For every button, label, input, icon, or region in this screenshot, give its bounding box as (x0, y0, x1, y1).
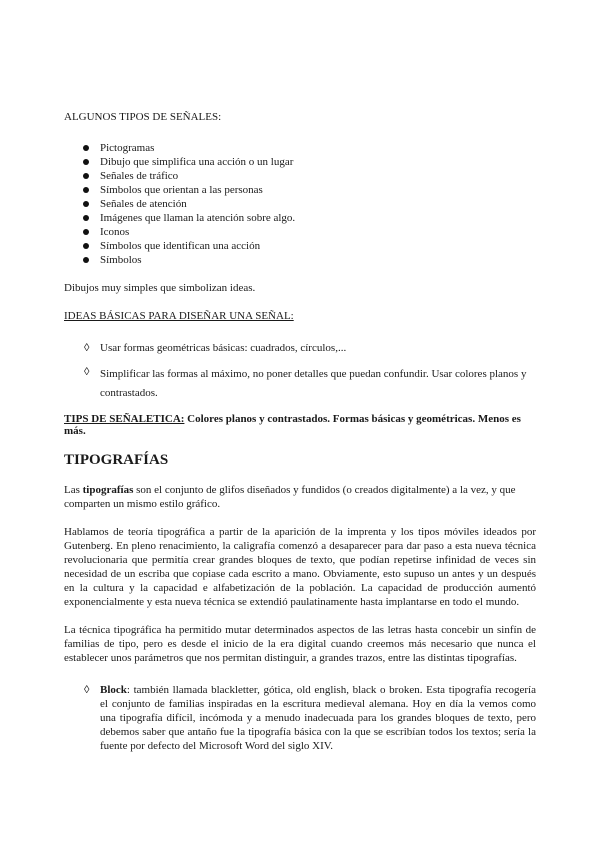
bullet-icon (83, 215, 89, 221)
bullet-icon (83, 201, 89, 207)
typography-term: tipografías (82, 484, 134, 496)
list-item: ◊ Simplificar las formas al máximo, no poner detalles que puedan confundir. Usar colores planos y contrastados. (84, 366, 527, 399)
list-item: Dibujo que simplifica una acción o un lugar (90, 155, 536, 169)
diamond-bullet-icon: ◊ (84, 684, 90, 696)
list-item: Pictogramas (90, 141, 536, 155)
diamond-bullet-icon: ◊ (84, 366, 90, 378)
list-item: Símbolos que orientan a las personas (90, 183, 536, 197)
bullet-icon (83, 229, 89, 235)
tips-text: Colores planos y contrastados. Formas básicas y geométricas. Menos es más. (64, 413, 521, 437)
typography-types-list (64, 683, 536, 753)
bullet-icon (83, 145, 89, 151)
list-item: Señales de tráfico (90, 169, 536, 183)
signal-types-list (64, 141, 536, 267)
typography-intro: Las tipografías son el conjunto de glifos diseñados y fundidos (o creados digitalmente) a la vez, y que comparten un mismo estilo gráfico. (64, 484, 516, 510)
list-item: ◊ Block: también llamada blackletter, gótica, old english, black o broken. Esta tipografía recogería el conjunto de familias inspiradas en la escritura medieval alemana. Hoy en día la vemos como una tipografía difícil, incómoda y a menudo inadecuada para los grandes bloques de texto, pero debemos saber que antaño fue la tipografía básica con la que se escribían todos los textos; sería la fuente por defecto del Microsoft Word del siglo XIV. (84, 684, 536, 752)
list-item: Imágenes que llaman la atención sobre algo. (90, 211, 536, 225)
tips-paragraph (64, 413, 536, 437)
list-item: Señales de atención (90, 197, 536, 211)
bullet-icon (83, 159, 89, 165)
list-item: ◊ Usar formas geométricas básicas: cuadrados, círculos,... (84, 342, 347, 354)
diamond-bullet-icon: ◊ (84, 342, 90, 354)
section-title-signal-types: ALGUNOS TIPOS DE SEÑALES: (64, 111, 222, 123)
list-item: Símbolos que identifican una acción (90, 239, 536, 253)
block-label: Block (100, 684, 127, 696)
section-title-design-ideas: IDEAS BÁSICAS PARA DISEÑAR UNA SEÑAL: (64, 310, 294, 322)
bullet-icon (83, 173, 89, 179)
list-item: Símbolos (90, 253, 536, 267)
bullet-icon (83, 243, 89, 249)
typography-history-paragraph: Hablamos de teoría tipográfica a partir de la aparición de la imprenta y los tipos móviles ideados por Gutenberg. En pleno renacimiento, la caligrafía comenzó a desaparecer para dar paso a esta nueva técnica revolucionaria que permitía crear grandes bloques de texto, que podían repetirse infinidad de veces sin necesidad de un escriba que copiase cada escrito a mano. Obviamente, esto supuso un antes y un después en la cultura y la capacidad e alfabetización de la población. La capacidad de producción aumentó exponencialmente y esta nueva técnica se extendió paulatinamente hasta implantarse en todo el mundo. (64, 526, 536, 608)
signal-note: Dibujos muy simples que simbolizan ideas. (64, 282, 256, 294)
list-item: Iconos (90, 225, 536, 239)
design-ideas-list (64, 341, 536, 403)
bullet-icon (83, 187, 89, 193)
tips-label: TIPS DE SEÑALETICA: (64, 413, 185, 425)
bullet-icon (83, 257, 89, 263)
typography-families-paragraph: La técnica tipográfica ha permitido mutar determinados aspectos de las letras hasta concebir un sinfín de familias de tipo, pero es desde el inicio de la era digital cuando creemos más necesario que nunca el establecer unos parámetros que nos permitan distinguir, a grandes trazos, entre las distintas tipografías. (64, 624, 536, 664)
document-content (64, 110, 536, 753)
typography-heading: TIPOGRAFÍAS (64, 452, 169, 468)
